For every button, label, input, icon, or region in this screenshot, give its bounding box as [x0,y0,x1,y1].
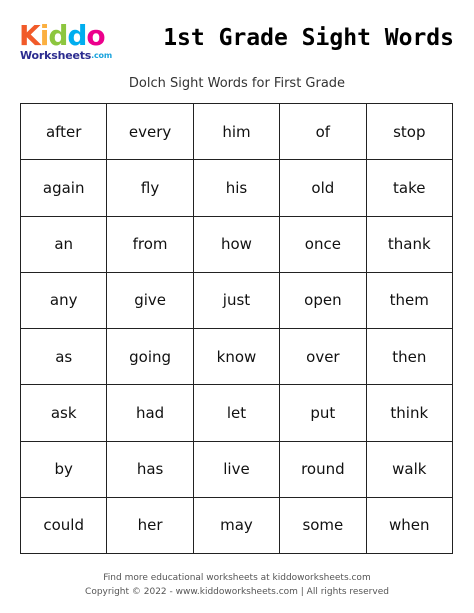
word-cell: again [21,160,107,216]
logo-sub-text: Worksheets [20,49,92,62]
word-cell: once [280,216,366,272]
word-cell: could [21,497,107,553]
word-row [21,497,453,553]
word-cell: just [193,272,279,328]
word-cell: an [21,216,107,272]
word-cell: live [193,441,279,497]
word-cell: stop [366,104,452,160]
logo-letter: i [39,19,49,52]
word-cell: open [280,272,366,328]
word-cell: know [193,329,279,385]
word-cell: of [280,104,366,160]
word-cell: from [107,216,193,272]
sight-words-table-body [21,104,453,554]
word-cell: him [193,104,279,160]
word-cell: his [193,160,279,216]
word-cell: round [280,441,366,497]
word-row [21,272,453,328]
page-title: 1st Grade Sight Words [163,25,454,51]
word-cell: every [107,104,193,160]
logo-letter: o [86,19,105,52]
word-cell: over [280,329,366,385]
word-cell: then [366,329,452,385]
word-cell: how [193,216,279,272]
word-cell: as [21,329,107,385]
kiddo-worksheets-logo[interactable] [19,19,119,62]
word-cell: put [280,385,366,441]
footer-line-2: Copyright © 2022 - www.kiddoworksheets.com | All rights reserved [85,587,389,597]
word-cell: her [107,497,193,553]
logo-letter: d [48,19,68,52]
logo-letter: d [67,19,87,52]
word-cell: thank [366,216,452,272]
word-cell: some [280,497,366,553]
word-cell: give [107,272,193,328]
word-row [21,441,453,497]
word-cell: had [107,385,193,441]
footer-line-1: Find more educational worksheets at kiddoworksheets.com [103,573,371,583]
word-cell: after [21,104,107,160]
word-cell: any [21,272,107,328]
sight-words-table [20,103,453,554]
word-cell: them [366,272,452,328]
word-cell: when [366,497,452,553]
word-row [21,329,453,385]
word-cell: may [193,497,279,553]
word-row [21,160,453,216]
logo-subtitle [20,49,112,62]
logo-wordmark [19,19,105,52]
word-cell: think [366,385,452,441]
word-cell: ask [21,385,107,441]
page-subtitle: Dolch Sight Words for First Grade [128,76,346,91]
word-cell: fly [107,160,193,216]
word-row [21,104,453,160]
word-row [21,385,453,441]
logo-letter: K [19,19,40,52]
word-cell: has [107,441,193,497]
word-cell: walk [366,441,452,497]
word-cell: by [21,441,107,497]
word-cell: old [280,160,366,216]
word-row [21,216,453,272]
logo-com-text: .com [91,51,112,60]
word-cell: going [107,329,193,385]
word-cell: let [193,385,279,441]
word-cell: take [366,160,452,216]
